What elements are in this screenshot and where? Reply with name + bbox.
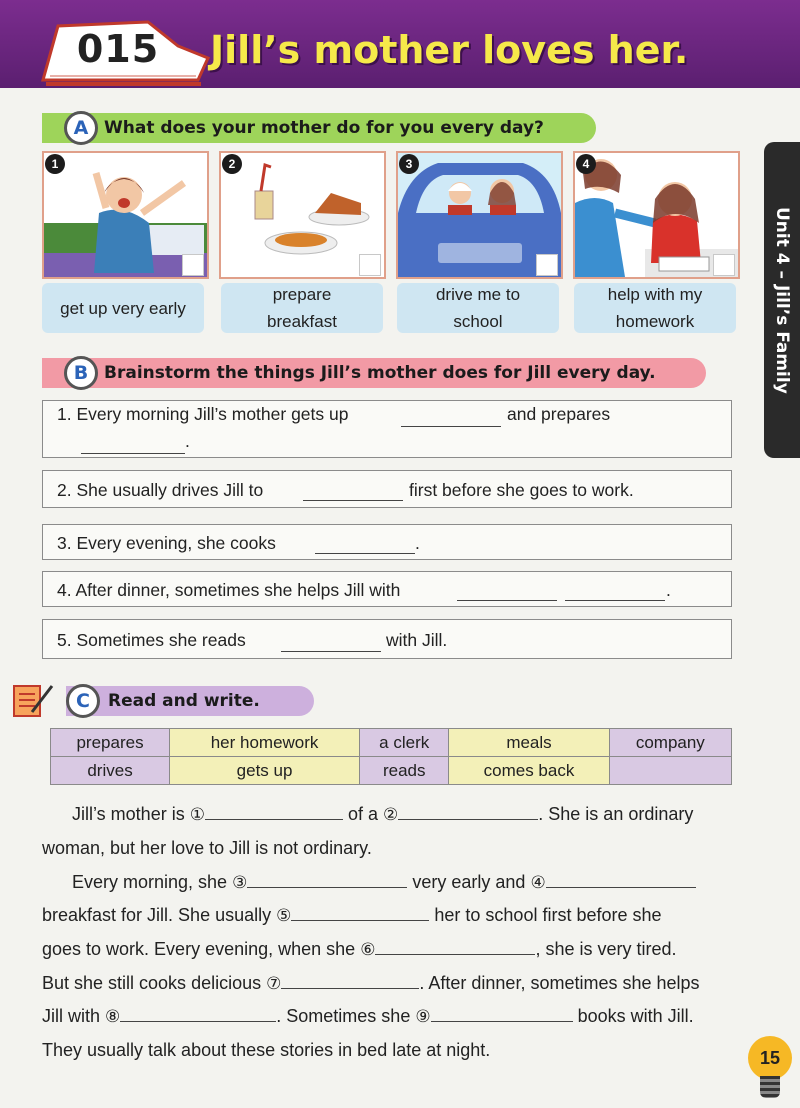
passage-blank-2[interactable] (398, 800, 538, 820)
passage-text: . Sometimes she (276, 1006, 411, 1026)
page-title: Jill’s mother loves her. (210, 28, 689, 72)
passage-text: But she still cooks delicious (42, 973, 262, 993)
passage-blank-3[interactable] (247, 868, 407, 888)
section-a-letter: A (64, 111, 98, 145)
question-3-text: 3. Every evening, she cooks (57, 533, 276, 553)
word-bank-cell: a clerk (360, 729, 449, 757)
word-bank-cell: prepares (51, 729, 170, 757)
blank-number-6: ⑥ (360, 940, 376, 960)
unit-side-tab-label: Unit 4 – Jill’s Family (772, 206, 792, 394)
question-1-blank-b[interactable] (81, 453, 185, 454)
section-b-heading: Brainstorm the things Jill’s mother does for Jill every day. (104, 363, 656, 383)
passage-text: . She is an ordinary (538, 804, 694, 824)
blank-number-8: ⑧ (105, 1007, 121, 1027)
picture-3-number: 3 (399, 154, 419, 174)
question-1-text-a: 1. Every morning Jill’s mother gets up (57, 404, 349, 424)
blank-number-5: ⑤ (276, 906, 292, 926)
section-b-banner (42, 358, 706, 388)
passage-line-8 (42, 1033, 490, 1067)
word-bank-cell: comes back (449, 757, 609, 785)
section-b-letter: B (64, 356, 98, 390)
blank-number-3: ③ (232, 873, 248, 893)
passage-line-5 (42, 932, 676, 966)
passage-blank-9[interactable] (431, 1002, 573, 1022)
question-1-blank-a[interactable] (401, 426, 501, 427)
passage-text: . After dinner, sometimes she helps (419, 973, 700, 993)
section-a-banner (42, 113, 596, 143)
question-1-text-b: and prepares (507, 404, 611, 424)
passage-blank-7[interactable] (281, 969, 419, 989)
question-4-end: . (666, 580, 671, 600)
passage-blank-4[interactable] (546, 868, 696, 888)
phrase-4: help with my homework (574, 283, 736, 333)
passage-line-4 (42, 898, 662, 932)
word-bank-row (51, 729, 732, 757)
phrase-3: drive me to school (397, 283, 559, 333)
phrase-2: prepare breakfast (221, 283, 383, 333)
word-bank-cell: company (609, 729, 731, 757)
word-bank-cell: gets up (170, 757, 360, 785)
question-2-text-a: 2. She usually drives Jill to (57, 480, 264, 500)
passage-text: breakfast for Jill. She usually (42, 905, 272, 925)
lesson-number: 015 (76, 27, 160, 71)
question-5-text-a: 5. Sometimes she reads (57, 630, 246, 650)
lightbulb-icon (760, 1076, 780, 1098)
passage-text: Every morning, she (72, 872, 228, 892)
word-bank-table (50, 728, 732, 785)
passage-line-2 (42, 831, 372, 865)
passage-blank-1[interactable] (205, 800, 343, 820)
passage-blank-5[interactable] (291, 901, 429, 921)
question-2-box (42, 470, 732, 508)
passage-blank-8[interactable] (120, 1002, 276, 1022)
passage-text: very early and (412, 872, 526, 892)
question-3-end: . (415, 533, 420, 553)
picture-4-number: 4 (576, 154, 596, 174)
writing-pencil-icon (12, 682, 56, 718)
blank-number-2: ② (383, 805, 399, 825)
page-number: 15 (748, 1036, 792, 1080)
section-c-letter: C (66, 684, 100, 718)
word-bank-cell: meals (449, 729, 609, 757)
picture-2-number: 2 (222, 154, 242, 174)
checkbox-3[interactable] (536, 254, 558, 276)
passage-blank-6[interactable] (375, 935, 535, 955)
question-2-text-b: first before she goes to work. (409, 480, 634, 500)
passage-text: Jill with (42, 1006, 101, 1026)
phrase-1: get up very early (42, 283, 204, 333)
question-5-blank[interactable] (281, 651, 381, 652)
question-3-box (42, 524, 732, 560)
passage-text: of a (347, 804, 379, 824)
checkbox-2[interactable] (359, 254, 381, 276)
section-a-heading: What does your mother do for you every day? (104, 118, 544, 138)
passage-text: They usually talk about these stories in bed late at night. (42, 1040, 491, 1060)
passage-line-3 (42, 865, 696, 899)
question-4-blank-a[interactable] (457, 600, 557, 601)
blank-number-9: ⑨ (415, 1007, 431, 1027)
question-1-end: . (185, 431, 190, 451)
question-5-box (42, 619, 732, 659)
passage-line-1 (42, 797, 693, 831)
word-bank-row (51, 757, 732, 785)
word-bank-cell (609, 757, 731, 785)
question-5-text-b: with Jill. (386, 630, 448, 650)
question-2-blank[interactable] (303, 500, 403, 501)
question-4-blank-b[interactable] (565, 600, 665, 601)
passage-line-7 (42, 999, 694, 1033)
question-4-text: 4. After dinner, sometimes she helps Jill with (57, 580, 401, 600)
blank-number-1: ① (189, 805, 205, 825)
checkbox-4[interactable] (713, 254, 735, 276)
blank-number-7: ⑦ (266, 974, 282, 994)
passage-text: woman, but her love to Jill is not ordinary. (42, 838, 372, 858)
word-bank-cell: her homework (170, 729, 360, 757)
passage-text: books with Jill. (577, 1006, 694, 1026)
section-c-banner (66, 686, 314, 716)
passage-line-6 (42, 966, 700, 1000)
word-bank-cell: drives (51, 757, 170, 785)
question-1-box (42, 400, 732, 458)
passage-text: her to school first before she (434, 905, 662, 925)
picture-1-number: 1 (45, 154, 65, 174)
passage-text: Jill’s mother is (72, 804, 185, 824)
question-4-box (42, 571, 732, 607)
checkbox-1[interactable] (182, 254, 204, 276)
passage-text: goes to work. Every evening, when she (42, 939, 356, 959)
unit-side-tab-label-wrap (764, 142, 800, 458)
blank-number-4: ④ (530, 873, 546, 893)
question-3-blank[interactable] (315, 553, 415, 554)
section-c-heading: Read and write. (108, 691, 260, 711)
passage-text: , she is very tired. (535, 939, 677, 959)
word-bank-cell: reads (360, 757, 449, 785)
